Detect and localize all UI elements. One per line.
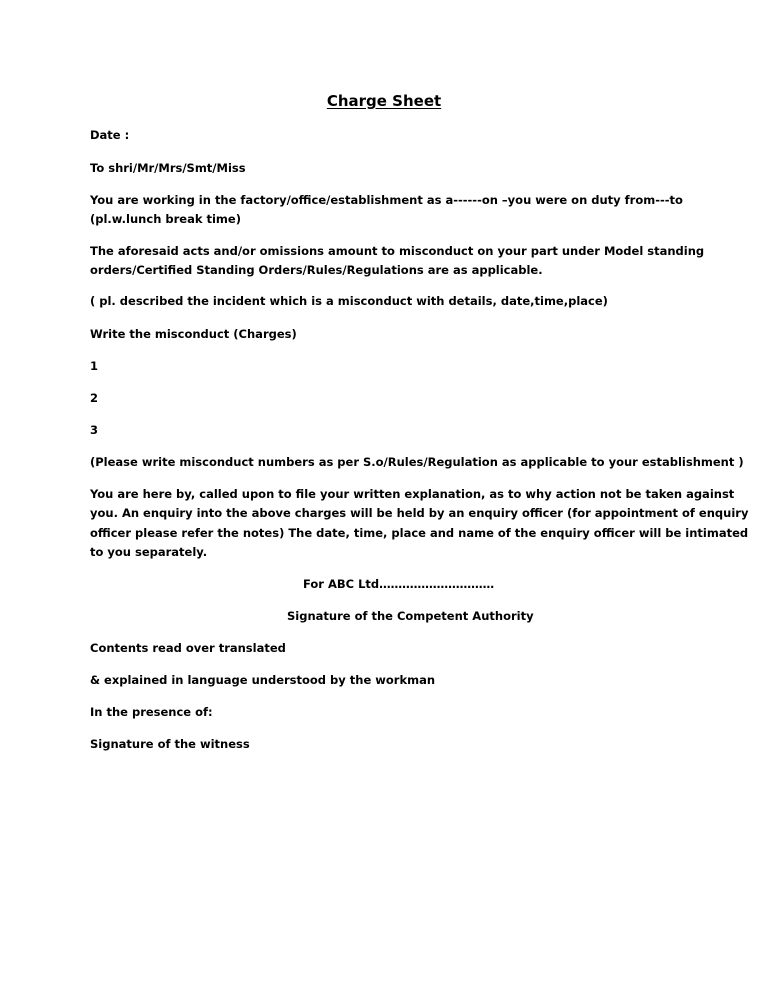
explanation-line: officer please refer the notes) The date, time, place and name of the enquiry officer will be intimated [90, 526, 749, 540]
write-misconduct-heading: Write the misconduct (Charges) [90, 327, 297, 341]
charge-item: 1 [90, 359, 99, 373]
working-line-1: You are working in the factory/office/establishment as a------on –you were on duty from---to [90, 193, 683, 207]
in-presence-line: In the presence of: [90, 705, 213, 719]
working-line-2: (pl.w.lunch break time) [90, 212, 241, 226]
charge-item: 3 [90, 423, 99, 437]
to-line: To shri/Mr/Mrs/Smt/Miss [90, 161, 246, 175]
explanation-line: You are here by, called upon to file your written explanation, as to why action not be taken against [90, 487, 735, 501]
contents-read-line: Contents read over translated [90, 641, 286, 655]
explained-language-line: & explained in language understood by the workman [90, 673, 436, 687]
misconduct-para-line-1: The aforesaid acts and/or omissions amount to misconduct on your part under Model standing [90, 244, 705, 258]
charge-item: 2 [90, 391, 99, 405]
for-company-line: For ABC Ltd………………………… [303, 577, 495, 591]
explanation-line: you. An enquiry into the above charges will be held by an enquiry officer (for appointment of enquiry [90, 506, 749, 520]
please-write-note: (Please write misconduct numbers as per S.o/Rules/Regulation as applicable to your establishment ) [90, 455, 744, 469]
date-label: Date : [90, 128, 130, 142]
signature-witness: Signature of the witness [90, 737, 250, 751]
signature-authority: Signature of the Competent Authority [287, 609, 534, 623]
document-title: Charge Sheet [326, 92, 442, 110]
misconduct-para-line-2: orders/Certified Standing Orders/Rules/Regulations are as applicable. [90, 263, 543, 277]
explanation-line: to you separately. [90, 545, 208, 559]
incident-note: ( pl. described the incident which is a misconduct with details, date,time,place) [90, 294, 608, 308]
